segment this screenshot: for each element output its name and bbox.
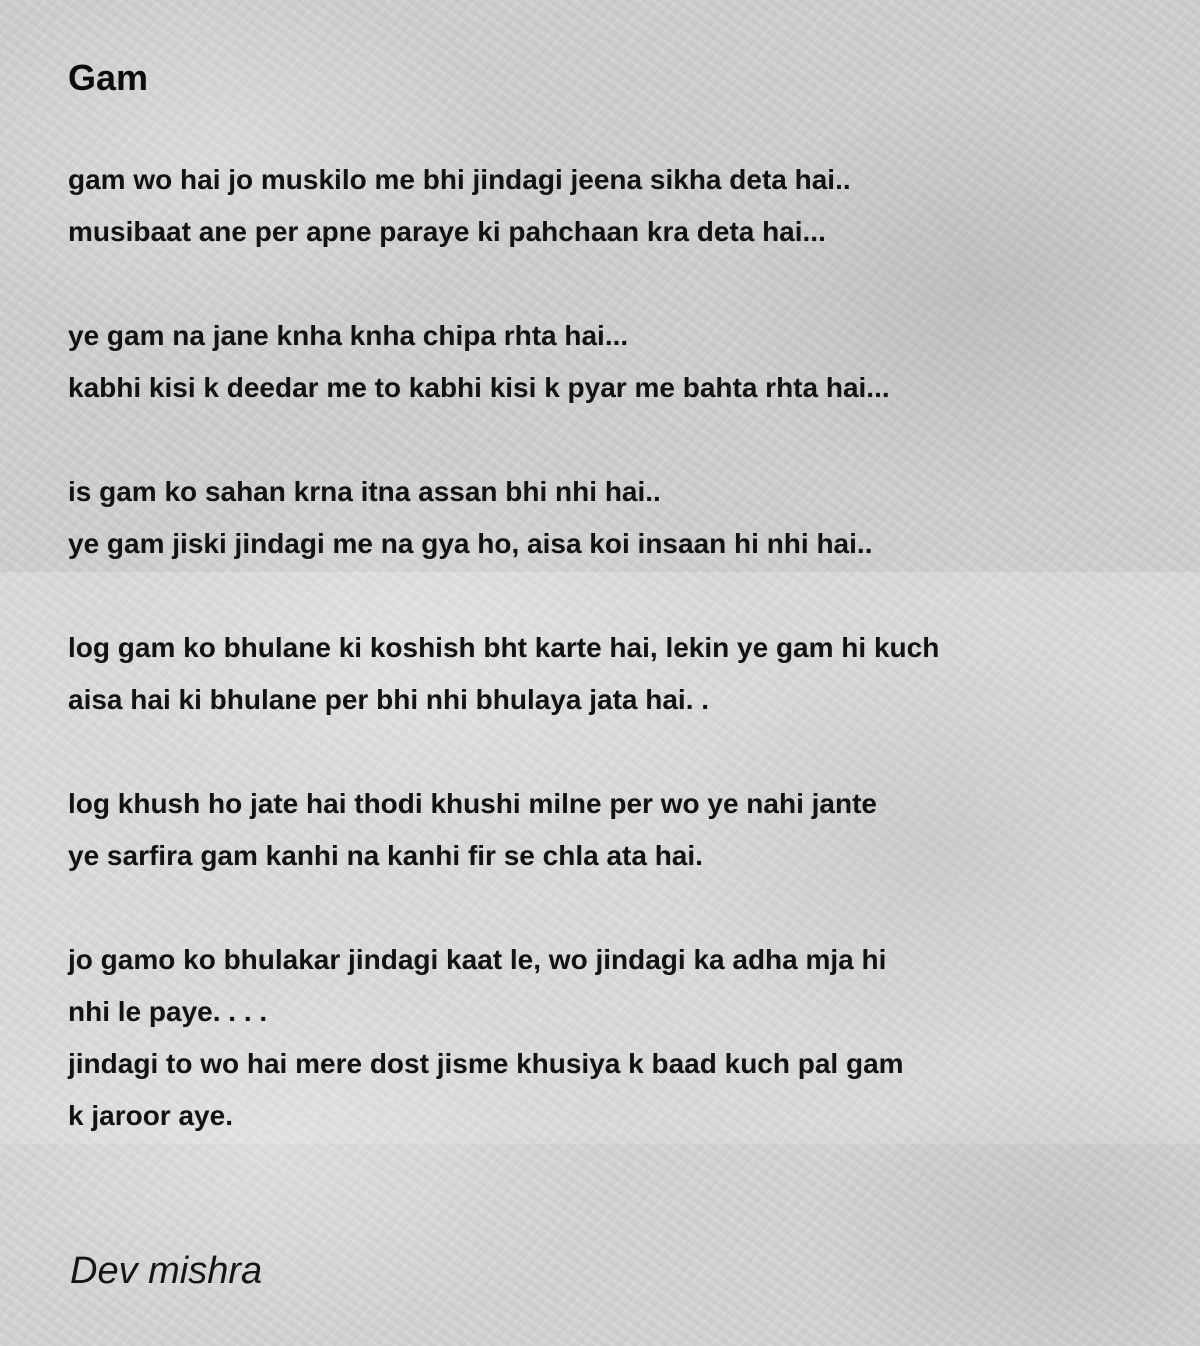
poem-body	[68, 154, 1158, 1194]
poem-line: jo gamo ko bhulakar jindagi kaat le, wo jindagi ka adha mja hi	[68, 944, 887, 975]
poem-line: gam wo hai jo muskilo me bhi jindagi jeena sikha deta hai..	[68, 164, 851, 195]
stanza-3	[68, 466, 1158, 570]
stanza-2	[68, 310, 1158, 414]
poem-line: k jaroor aye.	[68, 1100, 233, 1131]
stanza-6	[68, 934, 1158, 1142]
poem-line: is gam ko sahan krna itna assan bhi nhi hai..	[68, 476, 661, 507]
poem-author: Dev mishra	[70, 1250, 263, 1292]
poem-line: log khush ho jate hai thodi khushi milne per wo ye nahi jante	[68, 788, 877, 819]
poem-line: ye gam na jane knha knha chipa rhta hai...	[68, 320, 629, 351]
poem-line: nhi le paye. . . .	[68, 996, 268, 1027]
poem-line: jindagi to wo hai mere dost jisme khusiya k baad kuch pal gam	[68, 1048, 904, 1079]
poem-line: log gam ko bhulane ki koshish bht karte hai, lekin ye gam hi kuch	[68, 632, 940, 663]
stanza-5	[68, 778, 1158, 882]
stanza-1	[68, 154, 1158, 258]
poem-line: kabhi kisi k deedar me to kabhi kisi k pyar me bahta rhta hai...	[68, 372, 890, 403]
poem-line: ye sarfira gam kanhi na kanhi fir se chla ata hai.	[68, 840, 703, 871]
poem-title: Gam	[68, 57, 149, 98]
poem-line: musibaat ane per apne paraye ki pahchaan kra deta hai...	[68, 216, 826, 247]
poem-line: aisa hai ki bhulane per bhi nhi bhulaya jata hai. .	[68, 684, 710, 715]
stanza-4	[68, 622, 1158, 726]
poem-line: ye gam jiski jindagi me na gya ho, aisa koi insaan hi nhi hai..	[68, 528, 873, 559]
